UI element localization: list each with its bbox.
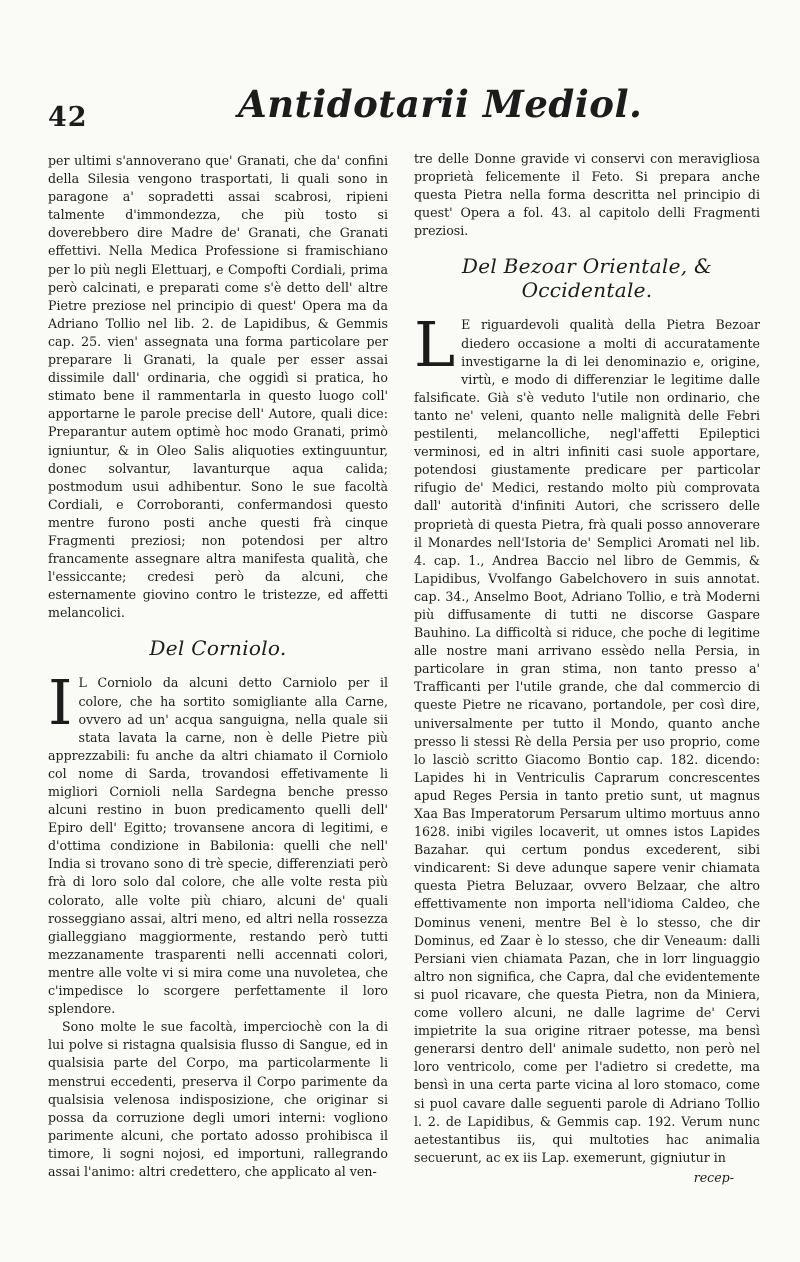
section-title-corniolo: Del Corniolo. — [149, 636, 287, 661]
paragraph-bezoar-text: E riguardevoli qualità della Pietra Bezoar diedero occasione a molti di accuratamente investigarne la di lei denominazio e, origine, virtù, e modo di differenziar le legitime dalle falsificate. Già s'è veduto l'utile non ordinario, che tanto ne' veleni, quanto nelle malignità delle Febri pestilenti, melancolliche, negl'affetti Epileptici verminosi, ed in altri infiniti casi suole apportare, potendosi giustamente predicare per particolar rifugio de' Medici, restando molto più comprovata dall' autorità d'infiniti Autori, che scrissero delle proprietà di questa Pietra, frà quali posso annoverare il Monardes nell'Istoria de' Semplici Aromati nel lib. 4. cap. 1., Andrea Baccio nel libro de Gemmis, & Lapidibus, Vvolfango Gabelchovero in suis annotat. cap. 34., Anselmo Boot, Adriano Tollio, e trà Moderni più diffusamente di tutti ne discorse Gaspare Bauhino. La difficoltà si riduce, che poche di legitime alle nostre mani arrivano essèdo nella Persia, in particolare in gran stima, non tanto presso a' Trafficanti per l'utile grande, che dal commercio di queste Pietre ne ricavano, portandole, per così dire, universalmente per tutto il Mondo, quanto anche presso li stessi Rè della Persia per uso proprio, come lo lasciò scritto Giacomo Bontio cap. 182. dicendo: Lapides hi in Ventriculis Caprarum concrescentes apud Reges Persia in tanto pretio sunt, ut magnus Xaa Bas Imperatorum Persarum ultimo mortuus anno 1628. inibi vigiles locaverit, ut omnes istos Lapides Bazahar. qui certum pondus excederent, sibi vindicarent: Si deve adunque sapere venir chiamata questa Pietra Beluzaar, ovvero Belzaar, che altro effettivamente non importa nell'idioma Caldeo, che Dominus veneni, mentre Bel è lo stesso, che dir Dominus, ed Zaar è lo stesso, che dir Veneaum: dalli Persiani vien chiamata Pazan, che in lorr linguaggio altro non significa, che Capra, dal che evidentemente si puol ricavare, che questa Pietra, non da Miniera, come vollero alcuni, ne dalle lagrime de' Cervi impietrite la sua origine ritraer potesse, ma bensì generarsi dentro dell' animale sudetto, non però nel loro ventricolo, come per l'adietro si credette, ma bensì in una certa parte vicina al loro stomaco, come si puol cavare dalle seguenti parole di Adriano Tollio l. 2. de Lapidibus, & Gemmis cap. 192. Verum nunc aetestantibus iis, qui multoties hac animalia secuerunt, ac ex iis Lap. exemerunt, gigniutur in — [414, 317, 760, 1165]
catchword: recep- — [693, 1169, 734, 1185]
drop-cap: I — [48, 666, 73, 740]
paragraph-bezoar — [414, 308, 760, 1166]
section-title-bezoar: Del Bezoar Orientale, & Occidentale. — [461, 254, 713, 303]
paragraph-corniolo — [48, 666, 388, 1018]
right-column — [414, 150, 760, 1187]
running-head: Antidotarii Mediol. — [238, 82, 643, 126]
page-header — [48, 82, 770, 148]
page-number: 42 — [48, 102, 88, 133]
paragraph-corniolo-facolta: Sono molte le sue facoltà, imperciochè con la di lui polve si ristagna qualsisia flusso di Sangue, ed in qualsisia parte del Corpo, ma particolarmente li menstrui eccedenti, preserva il Corpo parimente da qualsisia velenosa indisposizione, che originar si possa da corruzione degli umori interni: vogliono parimente alcuni, che portato adosso prohibisca il timore, li sogni nojosi, ed importuni, rallegrando assai l'animo: altri credettero, che applicato al ven- — [48, 1019, 388, 1179]
paragraph-donne-gravide: tre delle Donne gravide vi conservi con meravigliosa proprietà felicemente il Feto. Si prepara anche questa Pietra nella forma descritta nel principio di quest' Opera a fol. 43. al capitolo delli Fragmenti preziosi. — [414, 151, 760, 239]
left-column — [48, 152, 388, 1181]
drop-cap: L — [414, 308, 456, 382]
paragraph-corniolo-text: L Corniolo da alcuni detto Carniolo per il colore, che ha sortito somigliante alla Carne, ovvero ad un' acqua sanguigna, nella quale sii stata lavata la carne, non è delle Pietre più apprezzabili: fu anche da altri chiamato il Corniolo col nome di Sarda, trovandosi effetivamente li migliori Cornioli nella Sardegna benche presso alcuni restino in buon predicamento quelli dell' Epiro dell' Egitto; trovansene ancora di legitimi, e d'ottima condizione in Babilonia: quelli che nell' India si trovano sono di trè specie, differenziati però frà di loro solo dal colore, che alle volte resta più colorato, alle volte più chiaro, alcuni de' quali rosseggiano assai, altri meno, ed altri nella rossezza gialleggiano maggiormente, restando però tutti mezzanamente trasparenti nelli accennati colori, mentre alle volte vi si mira come una nuvoletea, che c'impedisce lo scorgere perfettamente il loro splendore. — [48, 675, 388, 1017]
paragraph-granati: per ultimi s'annoverano que' Granati, che da' confini della Silesia vengono trasportati, li quali sono in paragone a' sopradetti assai scabrosi, ripieni talmente d'immondezza, che più tosto si doverebbero dire Madre de' Granati, che Granati effettivi. Nella Medica Professione si framischiano per lo più negli Elettuarj, e Compofti Cordiali, prima però calcinati, e preparati come s'è detto dell' altre Pietre preziose nel principio di quest' Opera ma da Adriano Tollio nel lib. 2. de Lapidibus, & Gemmis cap. 25. vien' assegnata una forma particolare per preparare li Granati, la quale per esser assai dissimile dall' ordinaria, che oggidì si pratica, ho stimato bene il rammentarla in questo luogo coll' apportarne le parole precise dell' Autore, quali dice: Preparantur autem optimè hoc modo Granati, primò igniuntur, & in Oleo Salis aliquoties extinguuntur, donec solvantur, lavanturque aqua calida; postmodum usui adhibentur. Sono le sue facoltà Cordiali, e Corroboranti, confermandosi questo mentre furono posti anche questi frà cinque Fragmenti preziosi; non potendosi per altro francamente assegnare altra manifesta qualità, che l'essiccante; credesi però da alcuni, che esternamente giovino contro le tristezze, ed affetti melancolici. — [48, 153, 388, 621]
